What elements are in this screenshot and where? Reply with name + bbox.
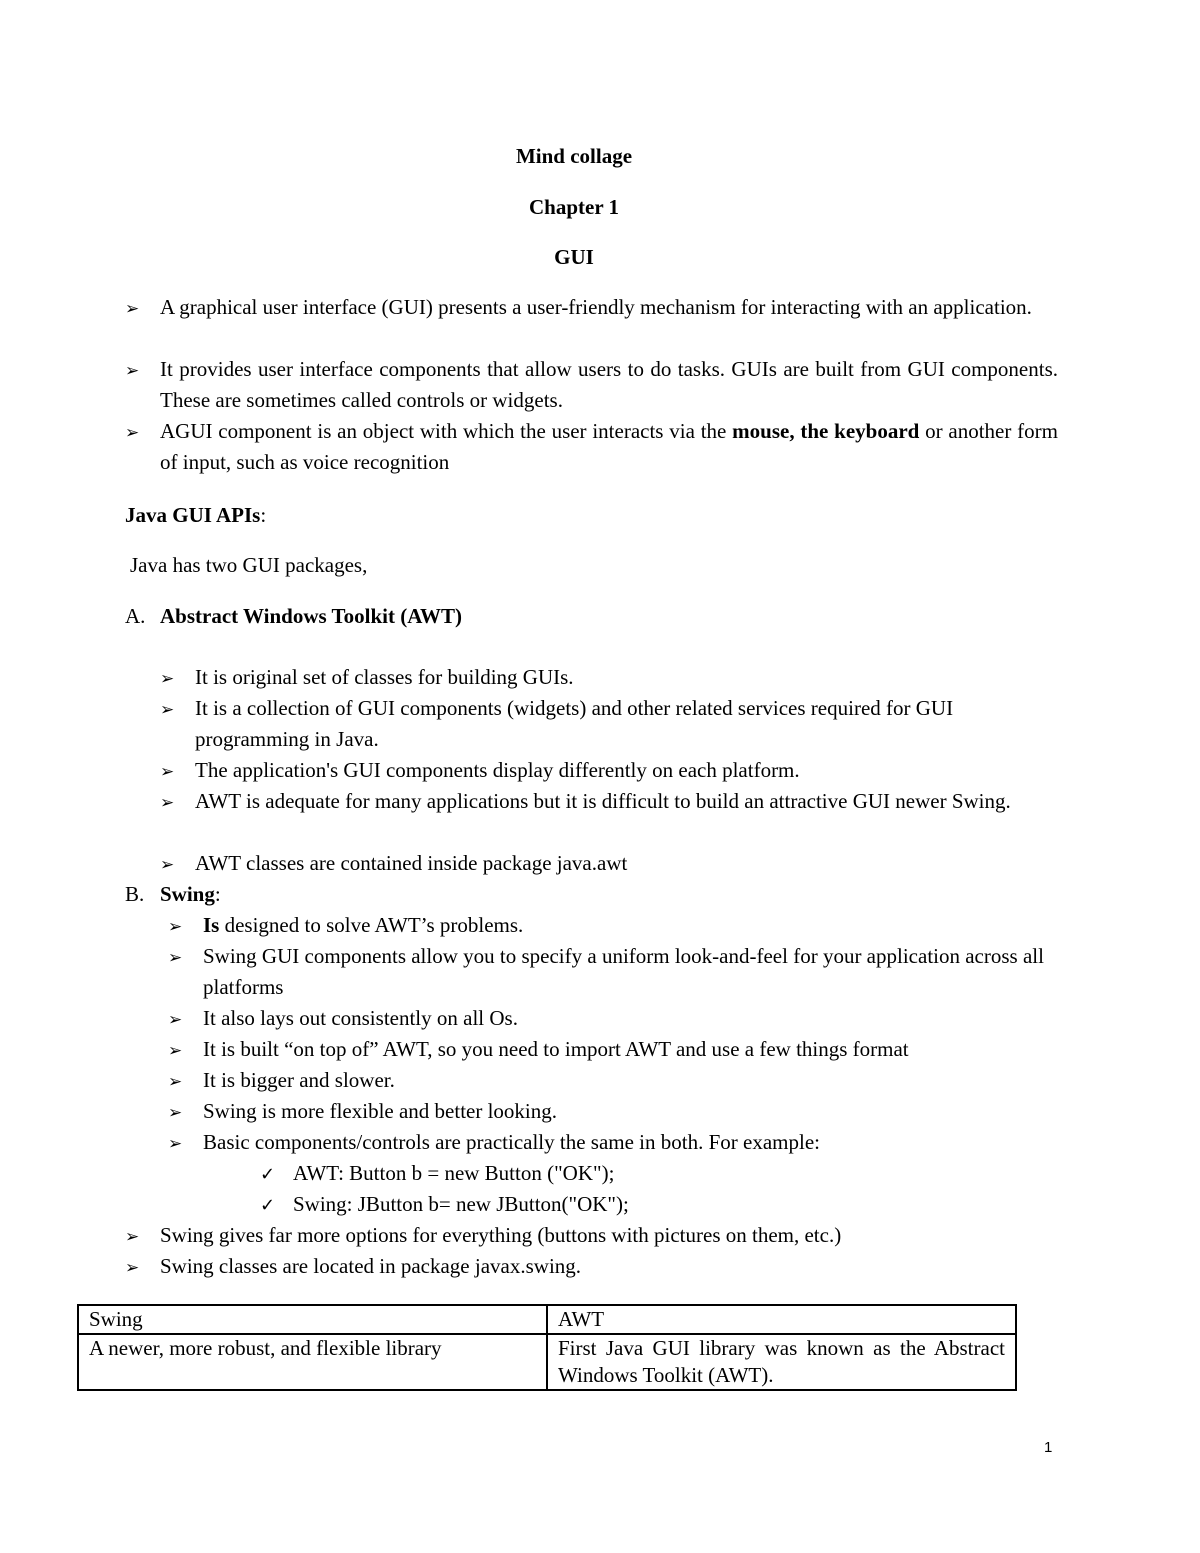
code-example: ✓ Swing: JButton b= new JButton("OK"); <box>260 1189 629 1220</box>
swing-bullet: ➢ It is bigger and slower. <box>168 1065 1058 1096</box>
intro-bullet: ➢ A graphical user interface (GUI) presents a user-friendly mechanism for interacting with an application. <box>125 292 1058 323</box>
awt-bullet: ➢ It is original set of classes for building GUIs. <box>160 662 1058 693</box>
arrow-bullet-icon: ➢ <box>125 361 140 381</box>
code-example: ✓ AWT: Button b = new Button ("OK"); <box>260 1158 614 1189</box>
swing-bullet: ➢ Is designed to solve AWT’s problems. <box>168 910 1058 941</box>
swing-bullet: ➢ It also lays out consistently on all Os. <box>168 1003 1058 1034</box>
section-b-heading: B. Swing: <box>125 882 221 906</box>
arrow-bullet-icon: ➢ <box>168 1041 183 1061</box>
arrow-bullet-icon: ➢ <box>125 1258 140 1278</box>
arrow-bullet-icon: ➢ <box>160 762 175 782</box>
arrow-bullet-icon: ➢ <box>168 1103 183 1123</box>
arrow-bullet-icon: ➢ <box>160 793 175 813</box>
swing-bullet: ➢ Basic components/controls are practically the same in both. For example: <box>168 1127 1058 1158</box>
page-number: 1 <box>1044 1439 1053 1456</box>
emphasis-text: mouse, the keyboard <box>732 419 920 443</box>
arrow-bullet-icon: ➢ <box>160 855 175 875</box>
table-header-row <box>78 1305 1016 1334</box>
swing-bullet: ➢ Swing is more flexible and better looking. <box>168 1096 1058 1127</box>
arrow-bullet-icon: ➢ <box>125 423 140 443</box>
chapter-heading: Chapter 1 <box>528 195 620 219</box>
apis-intro: Java has two GUI packages, <box>130 553 368 577</box>
arrow-bullet-icon: ➢ <box>168 917 183 937</box>
intro-bullet: ➢ It provides user interface components that allow users to do tasks. GUIs are built from GUI components. These are sometimes called controls or widgets. <box>125 357 1058 412</box>
table-header-cell: AWT <box>547 1305 1016 1334</box>
table-header-cell: Swing <box>78 1305 547 1334</box>
checkmark-icon: ✓ <box>260 1164 276 1185</box>
arrow-bullet-icon: ➢ <box>125 1227 140 1247</box>
arrow-bullet-icon: ➢ <box>168 1134 183 1154</box>
apis-heading: Java GUI APIs: <box>125 503 267 527</box>
table-cell: A newer, more robust, and flexible library <box>78 1334 547 1390</box>
comparison-table <box>77 1304 1017 1391</box>
swing-bullet: ➢ It is built “on top of” AWT, so you need to import AWT and use a few things format <box>168 1034 1058 1065</box>
arrow-bullet-icon: ➢ <box>168 1072 183 1092</box>
awt-bullet: ➢ It is a collection of GUI components (widgets) and other related services required for GUI programming in Java. <box>160 696 954 751</box>
table-cell: First Java GUI library was known as the Abstract Windows Toolkit (AWT). <box>547 1334 1016 1390</box>
table-row <box>78 1334 1016 1390</box>
intro-bullet: ➢ AGUI component is an object with which the user interacts via the mouse, the keyboard or another form of input, such as voice recognition <box>125 419 1058 474</box>
document-title: Mind collage <box>515 144 633 168</box>
outer-bullet: ➢ Swing gives far more options for everything (buttons with pictures on them, etc.) <box>125 1220 1058 1251</box>
checkmark-icon: ✓ <box>260 1195 276 1216</box>
arrow-bullet-icon: ➢ <box>160 700 175 720</box>
arrow-bullet-icon: ➢ <box>160 669 175 689</box>
arrow-bullet-icon: ➢ <box>168 1010 183 1030</box>
arrow-bullet-icon: ➢ <box>168 948 183 968</box>
outer-bullet: ➢ Swing classes are located in package javax.swing. <box>125 1251 1058 1282</box>
arrow-bullet-icon: ➢ <box>125 299 140 319</box>
awt-bullet: ➢ AWT is adequate for many applications but it is difficult to build an attractive GUI newer Swing. <box>160 786 1058 817</box>
swing-bullet: ➢ Swing GUI components allow you to specify a uniform look-and-feel for your application across all platforms <box>168 944 1044 999</box>
topic-heading: GUI <box>554 245 594 269</box>
awt-bullet: ➢ AWT classes are contained inside package java.awt <box>160 848 1058 879</box>
awt-bullet: ➢ The application's GUI components display differently on each platform. <box>160 755 1058 786</box>
section-a-heading: A. Abstract Windows Toolkit (AWT) <box>125 604 463 628</box>
